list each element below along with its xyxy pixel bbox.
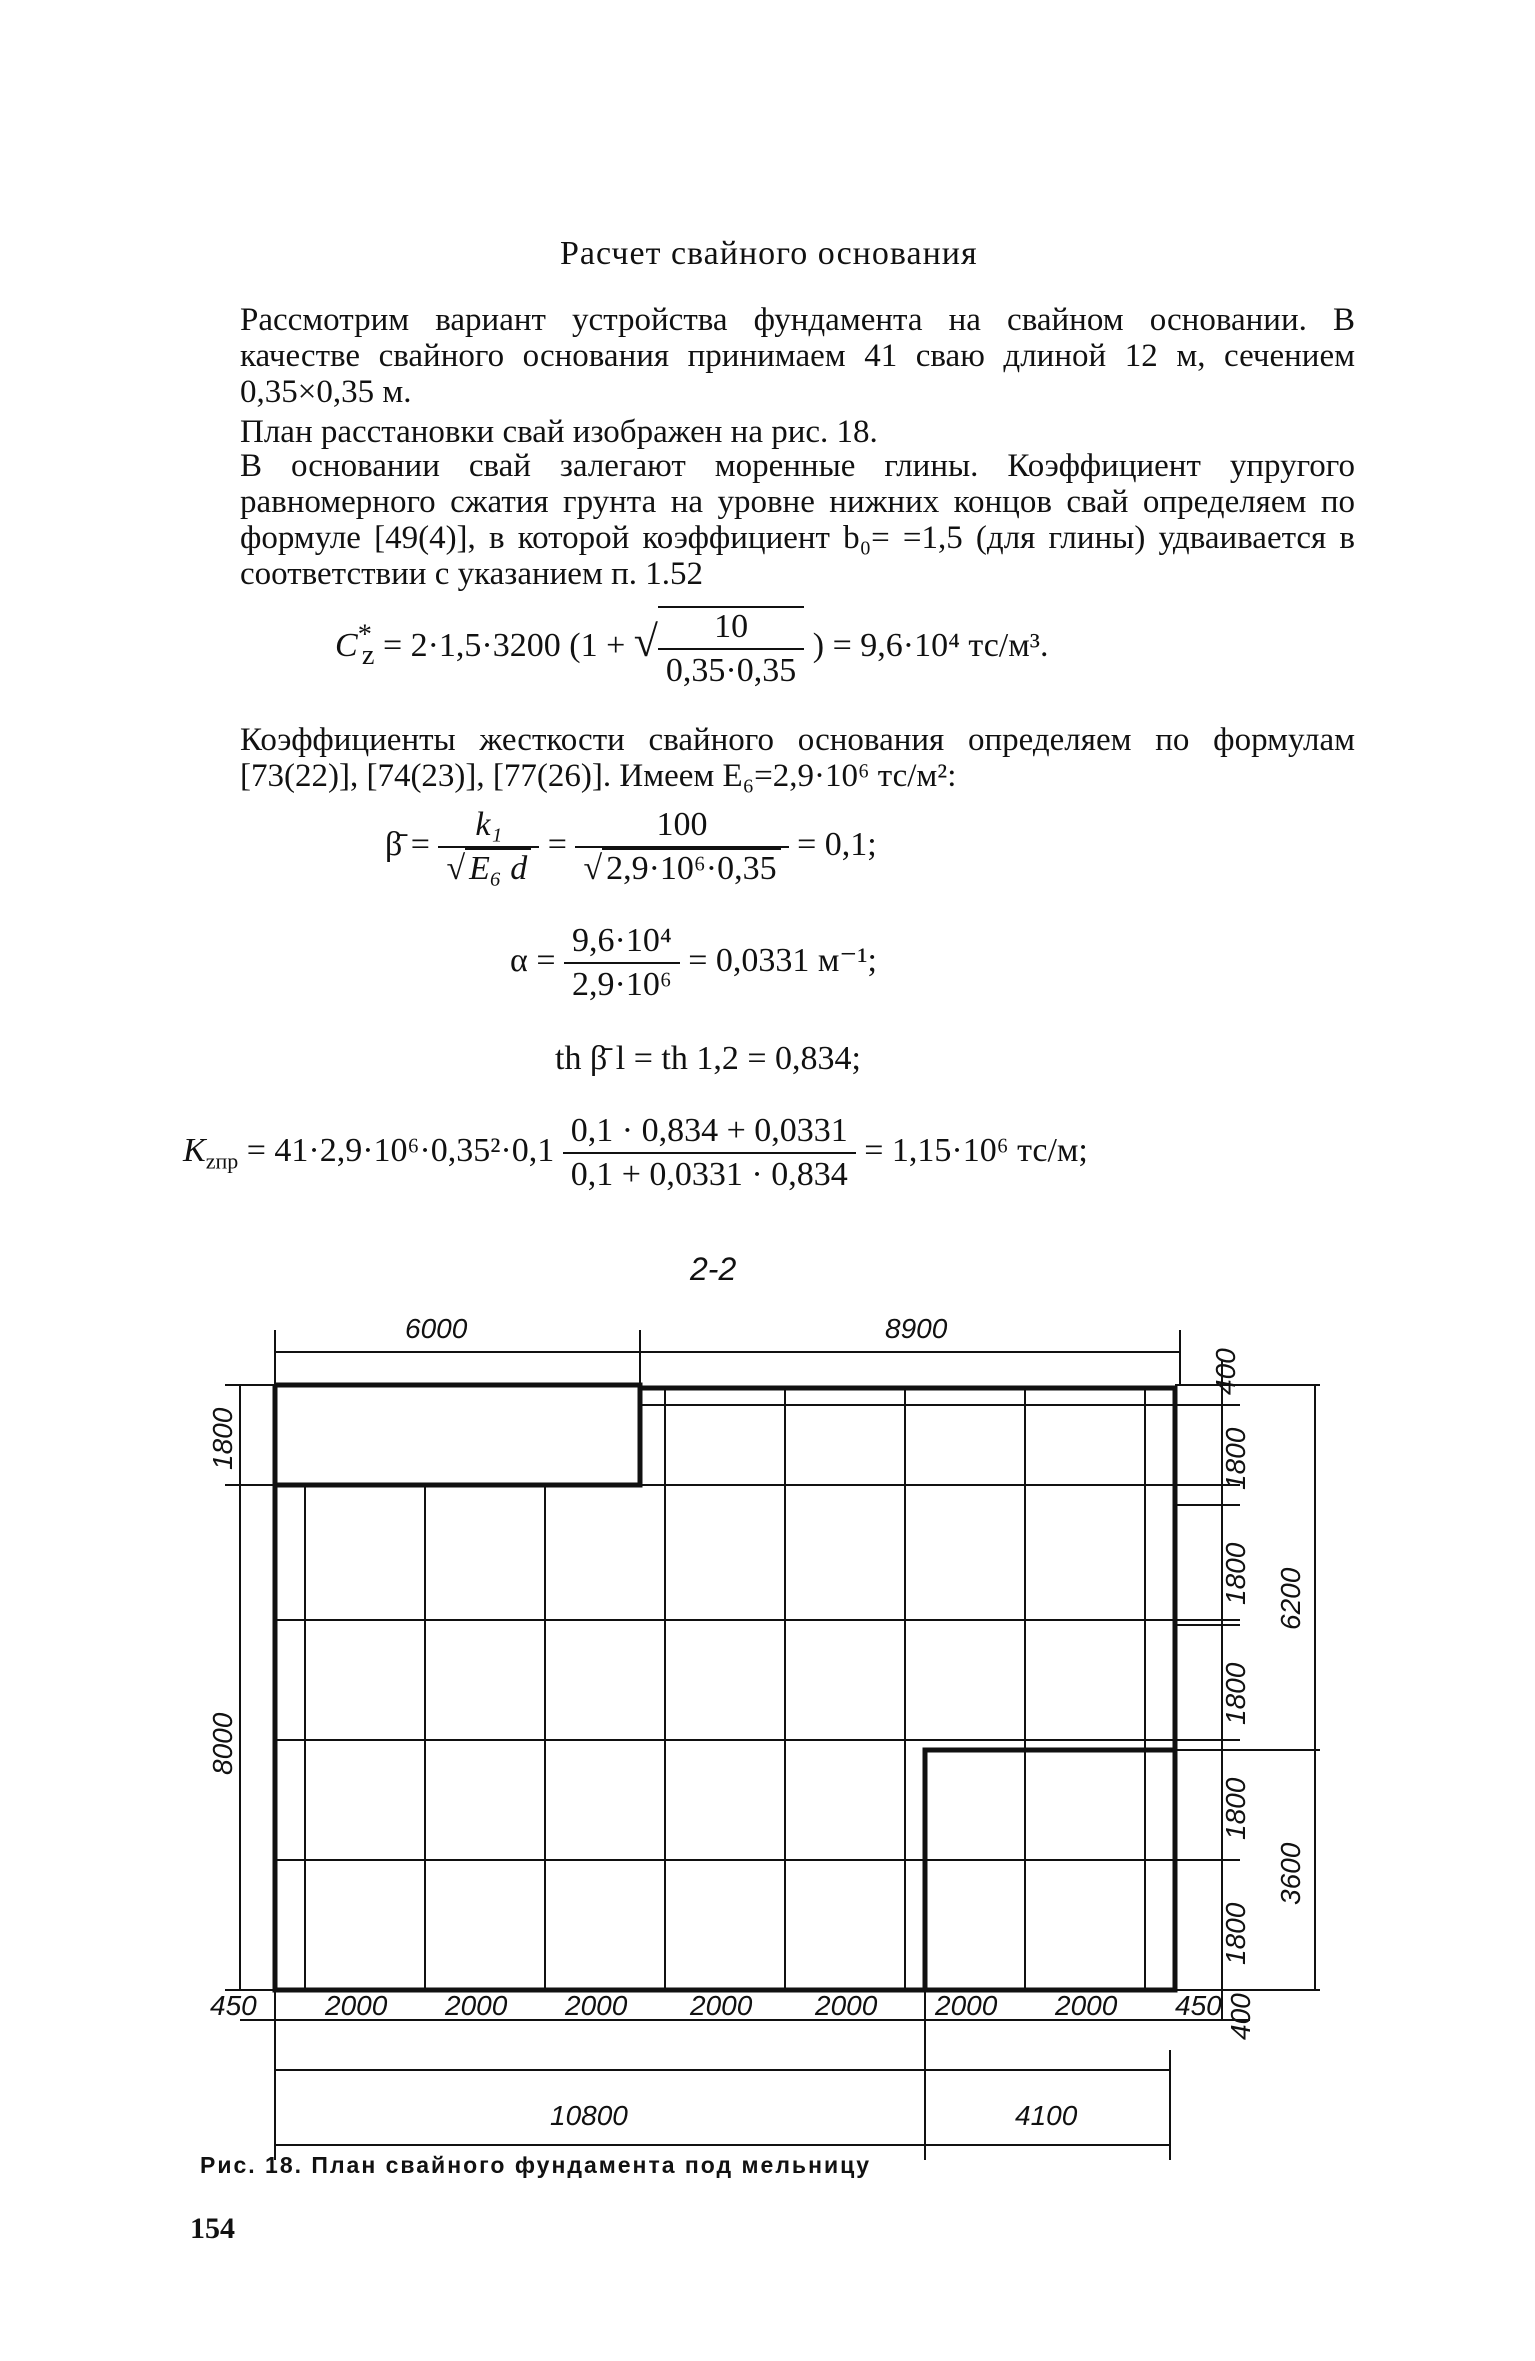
dim-bottom-2000-5: 2000 — [815, 1990, 878, 2021]
formula-beta-frac1: $\frac{\text{k₁}}{\text{√ E₆ d}}$ — [438, 806, 539, 888]
dim-right-top-400: 400 — [1210, 1348, 1241, 1395]
dim-top-8900: 8900 — [885, 1313, 948, 1344]
dim-bottom-450-right: 450 — [1175, 1990, 1222, 2021]
formula-beta-lhs: β̄ = — [385, 825, 430, 863]
dim-bottom-450-left: 450 — [210, 1990, 257, 2021]
formula-cz-den: 0,35·0,35 — [665, 652, 797, 689]
dim-bottom-2000-4: 2000 — [690, 1990, 753, 2021]
dimension-lines — [225, 1330, 1320, 2160]
dim-right-1800-b: 1800 — [1220, 1542, 1251, 1605]
dim-total-10800: 10800 — [550, 2100, 628, 2131]
formula-cz-lhs: C — [335, 626, 358, 664]
formula-cz-sub: z — [361, 639, 375, 671]
formula-alpha-num: 9,6·10⁴ — [564, 922, 680, 964]
formula-k-sub: zпр — [205, 1148, 239, 1174]
pile-grid — [275, 1390, 1240, 1990]
section-heading: Расчет свайного основания — [560, 235, 978, 272]
dim-total-4100: 4100 — [1015, 2100, 1078, 2131]
formula-cz: $C^*_z = 2\cdot 1,5\cdot 3200$ (1 + √ $\frac{10}{0,35\cdot 0,35}$ ) = 9,6·10⁴ тс/м³. — [335, 608, 1049, 689]
dim-bottom-2000-6: 2000 — [935, 1990, 998, 2021]
formula-beta-num2: 100 — [575, 806, 788, 848]
formula-k-den: 0,1 + 0,0331 · 0,834 — [570, 1156, 848, 1193]
dim-right-6200: 6200 — [1275, 1567, 1306, 1630]
formula-k-mid: = 41·2,9·10⁶·0,35²·0,1 — [246, 1131, 555, 1169]
dim-bottom-2000-2: 2000 — [445, 1990, 508, 2021]
formula-beta-den2: 2,9·10⁶·0,35 — [602, 848, 781, 887]
formula-alpha-den: 2,9·10⁶ — [572, 966, 672, 1003]
formula-alpha-rhs: = 0,0331 м⁻¹; — [688, 941, 877, 979]
dim-left-8000: 8000 — [207, 1712, 238, 1775]
dim-right-1800-e: 1800 — [1220, 1902, 1251, 1965]
paragraph-stiffness: Коэффициенты жесткости свайного основания определяем по формулам [73(22)], [74(23)], [77(26)]. Имеем E₆=2,9·10⁶ тс/м²: — [240, 722, 1355, 794]
foundation-outline — [275, 1385, 1175, 1990]
paragraph-soil: В основании свай залегают моренные глины. Коэффициент упругого равномерного сжатия грунта на уровне нижних концов свай определяем по формуле [49(4)], в которой коэффициент b₀= =1,5 (для глины) удваивается в соответствии с указанием п. 1.52 — [240, 448, 1355, 592]
formula-beta-num1: k₁ — [438, 806, 539, 848]
formula-cz-num: 10 — [658, 606, 804, 650]
formula-cz-sup: * — [357, 619, 372, 651]
dim-right-3600: 3600 — [1275, 1842, 1306, 1905]
formula-cz-mid: = 2·1,5·3200 (1 + — [382, 626, 626, 664]
formula-th: th β̄ l = th 1,2 = 0,834; — [555, 1040, 861, 1077]
formula-k-lhs: K — [183, 1131, 206, 1169]
paragraph-intro: Рассмотрим вариант устройства фундамента на свайном основании. В качестве свайного основания принимаем 41 сваю длиной 12 м, сечением 0,35×0,35 м. — [240, 302, 1355, 410]
dim-right-1800-c: 1800 — [1220, 1662, 1251, 1725]
formula-alpha-lhs: α = — [510, 941, 556, 979]
dim-right-1800-d: 1800 — [1220, 1777, 1251, 1840]
dim-bottom-2000-3: 2000 — [565, 1990, 628, 2021]
formula-k-rhs: = 1,15·10⁶ тс/м; — [864, 1131, 1088, 1169]
formula-beta-rhs: = 0,1; — [797, 825, 877, 863]
drawing-section-label: 2-2 — [690, 1251, 737, 1287]
dim-bottom-2000-7: 2000 — [1055, 1990, 1118, 2021]
paragraph-plan-ref: План расстановки свай изображен на рис. 18. — [240, 414, 878, 450]
figure-caption: Рис. 18. План свайного фундамента под мельницу — [200, 2152, 872, 2178]
formula-beta-frac2: $\frac{100}{\text{√ 2,9·10⁶·0,35}}$ — [575, 806, 788, 888]
dim-bottom-2000-1: 2000 — [325, 1990, 388, 2021]
formula-beta-eq: = — [547, 825, 567, 863]
dim-right-1800-a: 1800 — [1220, 1427, 1251, 1490]
dim-bottom-400: 400 — [1225, 1993, 1256, 2040]
formula-k-num: 0,1 · 0,834 + 0,0331 — [563, 1112, 856, 1154]
dim-top-6000: 6000 — [405, 1313, 468, 1344]
dim-left-1800: 1800 — [207, 1407, 238, 1470]
formula-cz-rhs: ) = 9,6·10⁴ тс/м³. — [812, 626, 1049, 664]
page-number: 154 — [190, 2212, 235, 2245]
formula-beta-den1: E₆ d — [465, 848, 531, 887]
